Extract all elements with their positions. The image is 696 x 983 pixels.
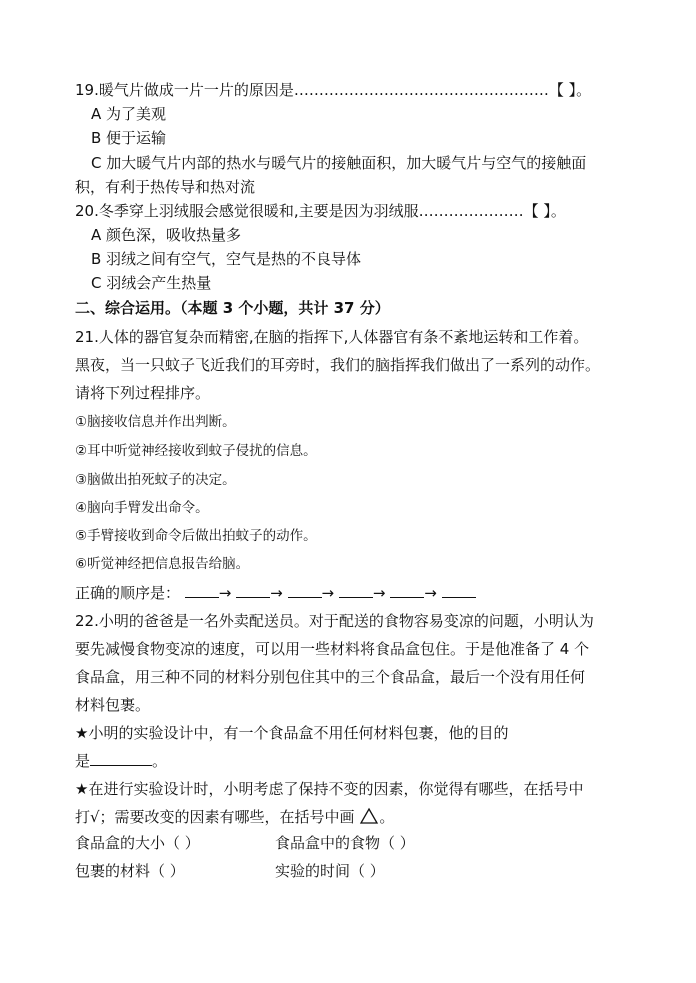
- q21-step-6: ⑥听觉神经把信息报告给脑。: [75, 556, 250, 572]
- q21-step-1: ①脑接收信息并作出判断。: [75, 414, 236, 430]
- factor-box-size[interactable]: 食品盒的大小（ ）: [75, 834, 200, 852]
- q19-option-a: A 为了美观: [91, 105, 167, 123]
- q22-task2-line-1: ★在进行实验设计时，小明考虑了保持不变的因素，你觉得有哪些，在括号中: [75, 780, 584, 798]
- factor-experiment-time[interactable]: 实验的时间（ ）: [275, 862, 385, 880]
- q21-answer-label: 正确的顺序是：: [75, 584, 181, 602]
- q21-step-3: ③脑做出拍死蚊子的决定。: [75, 472, 236, 488]
- q19-option-c: C 加大暖气片内部的热水与暖气片的接触面积，加大暖气片与空气的接触面: [91, 154, 587, 172]
- q22-task1-line-2: [75, 751, 167, 771]
- q21-stem-line-2: 黑夜，当一只蚊子飞近我们的耳旁时，我们的脑指挥我们做出了一系列的动作。: [75, 356, 601, 374]
- q19-stem: 19.暖气片做成一片一片的原因是……………………………………………【 】。: [75, 81, 592, 99]
- answer-blank-6[interactable]: [442, 584, 476, 598]
- q20-option-b: B 羽绒之间有空气，空气是热的不良导体: [91, 250, 362, 268]
- q22-stem-line-3: 食品盒，用三种不同的材料分别包住其中的三个食品盒，最后一个没有用任何: [75, 668, 586, 686]
- answer-blank-1[interactable]: [185, 584, 219, 598]
- q22-task1-line-1: ★小明的实验设计中，有一个食品盒不用任何材料包裹，他的目的: [75, 724, 509, 742]
- q19-option-c-cont: 积，有利于热传导和热对流: [75, 178, 256, 196]
- arrow-icon: →: [372, 584, 386, 602]
- answer-blank-2[interactable]: [236, 584, 270, 598]
- section-heading: 二、综合运用。（本题 3 个小题，共计 37 分）: [75, 299, 390, 317]
- factor-food-in-box[interactable]: 食品盒中的食物（ ）: [275, 834, 415, 852]
- q19-option-b: B 便于运输: [91, 129, 167, 147]
- q22-task1-prefix: 是: [75, 752, 91, 770]
- q22-task1-suffix: 。: [152, 752, 168, 770]
- q22-stem-line-2: 要先减慢食物变凉的速度，可以用一些材料将食品盒包住。于是他准备了 4 个: [75, 640, 590, 658]
- q21-stem-line-1: 21.人体的器官复杂而精密,在脑的指挥下,人体器官有条不紊地运转和工作着。: [75, 328, 589, 346]
- arrow-icon: →: [321, 584, 335, 602]
- q22-task2-end: 。: [379, 808, 395, 826]
- q21-answer-line: [75, 583, 476, 603]
- q22-stem-line-4: 材料包裹。: [75, 696, 151, 714]
- q22-task2-line-2: [75, 807, 394, 827]
- arrow-icon: →: [270, 584, 283, 602]
- q21-step-2: ②耳中听觉神经接收到蚊子侵扰的信息。: [75, 443, 317, 459]
- answer-blank-5[interactable]: [390, 584, 424, 598]
- q21-step-4: ④脑向手臂发出命令。: [75, 500, 209, 516]
- arrow-icon: →: [218, 584, 232, 602]
- q22-task2-text: 打√；需要改变的因素有哪些，在括号中画: [75, 808, 355, 826]
- purpose-blank[interactable]: [90, 752, 152, 766]
- answer-blank-3[interactable]: [288, 584, 322, 598]
- factor-wrapping-material[interactable]: 包裹的材料（ ）: [75, 862, 185, 880]
- q22-stem-line-1: 22.小明的爸爸是一名外卖配送员。对于配送的食物容易变凉的问题，小明认为: [75, 612, 594, 630]
- arrow-icon: →: [424, 584, 437, 602]
- q20-stem: 20.冬季穿上羽绒服会感觉很暖和,主要是因为羽绒服…………………【 】。: [75, 202, 566, 220]
- q21-stem-line-3: 请将下列过程排序。: [75, 384, 211, 402]
- answer-blank-4[interactable]: [339, 584, 373, 598]
- q21-step-5: ⑤手臂接收到命令后做出拍蚊子的动作。: [75, 528, 317, 544]
- q20-option-a: A 颜色深，吸收热量多: [91, 226, 242, 244]
- triangle-icon: [359, 807, 379, 825]
- q20-option-c: C 羽绒会产生热量: [91, 274, 212, 292]
